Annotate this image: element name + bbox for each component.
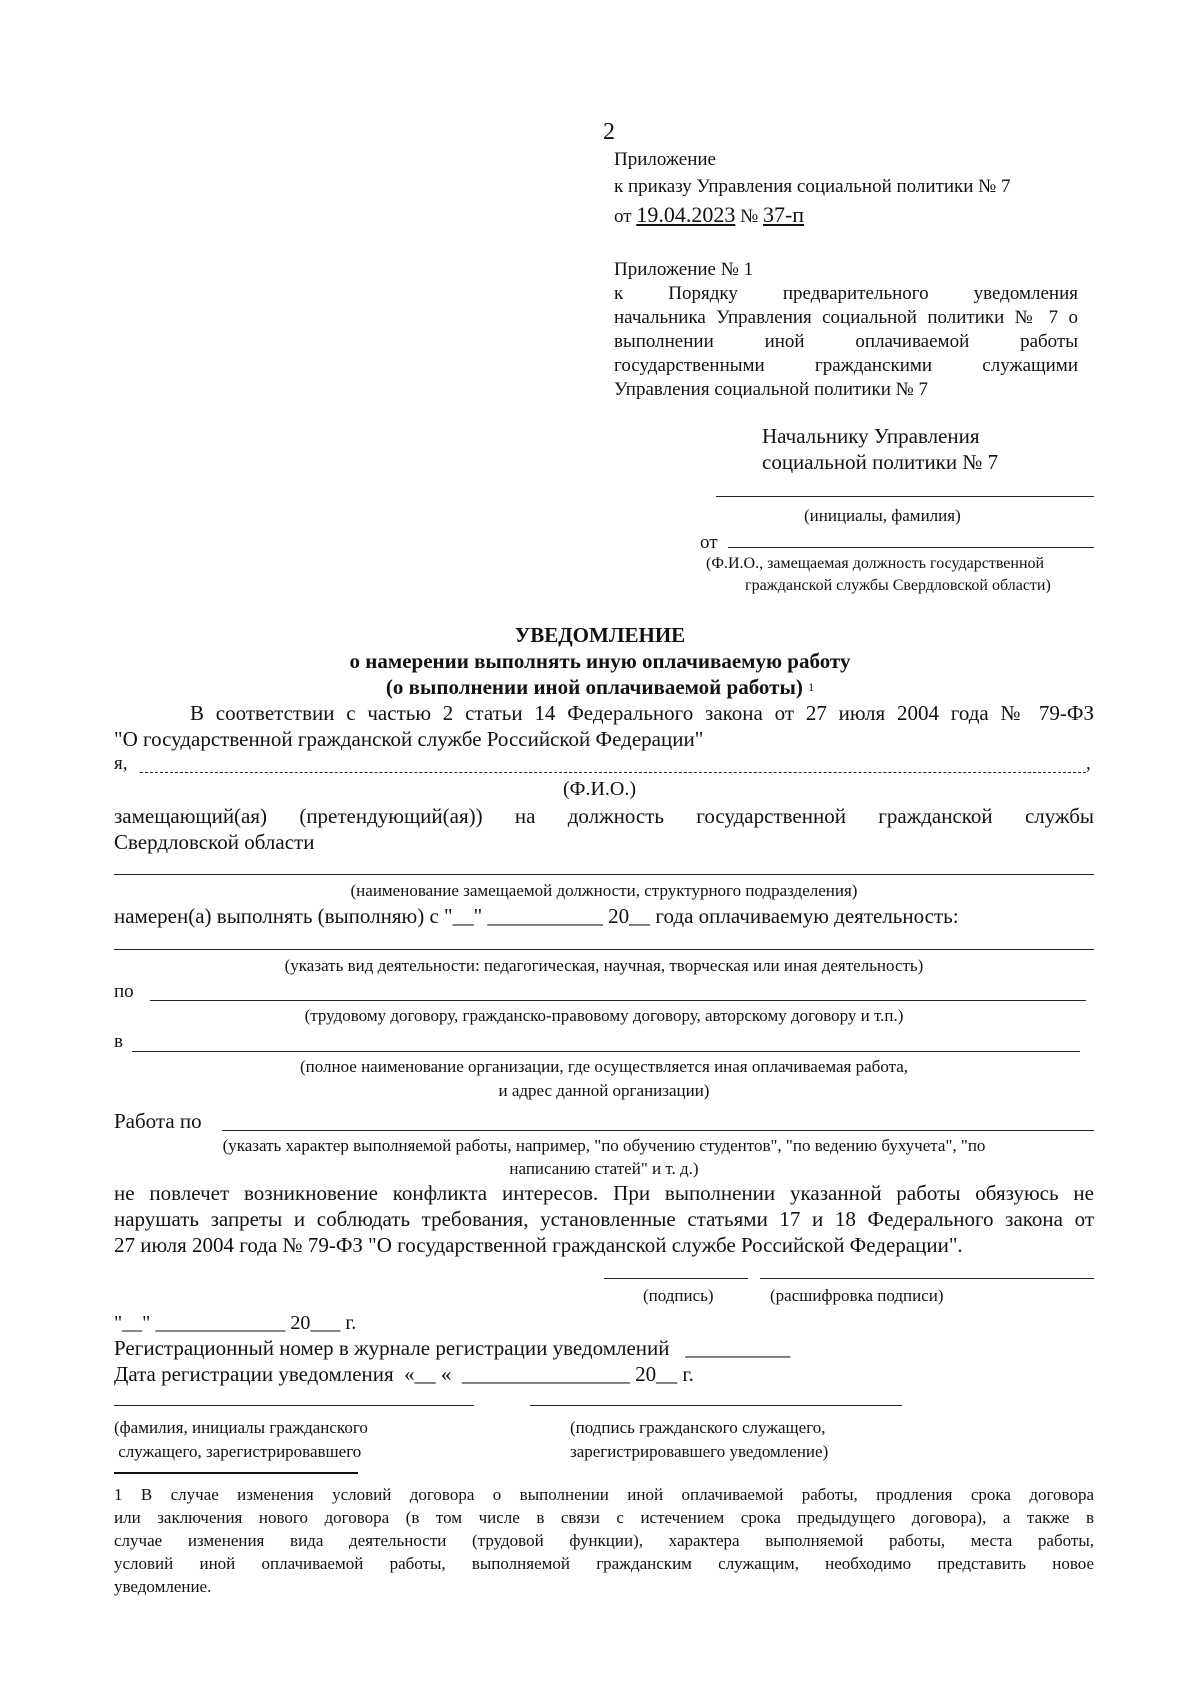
signature-caption: (подпись) — [643, 1286, 714, 1305]
right-caption: (подпись гражданского служащего, — [570, 1418, 826, 1437]
footnote-line: или заключения нового договора (в том числе в связи с истечением срока предыдущего договора), а также в — [114, 1508, 1094, 1527]
order-date: 19.04.2023 — [636, 202, 736, 227]
reg-number-line: Регистрационный номер в журнале регистрации уведомлений __________ — [114, 1336, 791, 1360]
reg-date-line: Дата регистрации уведомления «__ « ________________ 20__ г. — [114, 1362, 694, 1386]
work-field[interactable] — [222, 1130, 1094, 1131]
org-caption: (полное наименование организации, где осуществляется иная оплачиваемая работа, — [299, 1057, 909, 1076]
footnote-separator — [114, 1472, 358, 1474]
document-subtitle — [0, 674, 1200, 700]
work-label: Работа по — [114, 1109, 202, 1133]
conclusion-line: 27 июля 2004 года № 79-ФЗ "О государственной гражданской службе Российской Федерации". — [114, 1233, 963, 1257]
from-label: от — [614, 206, 632, 227]
left-caption: служащего, зарегистрировавшего — [114, 1442, 362, 1461]
appendix1-line: Управления социальной политики № 7 — [614, 379, 929, 400]
footnote-mark: 1 — [808, 680, 815, 694]
order-number: 37-п — [762, 202, 805, 227]
position-line: замещающий(ая) (претендующий(ая)) на должность государственной гражданской службы — [114, 804, 1094, 828]
page-number: 2 — [603, 119, 615, 145]
date-line: "__" _____________ 20___ г. — [114, 1312, 357, 1334]
work-caption: написанию статей" и т. д.) — [509, 1159, 699, 1178]
left-caption: (фамилия, инициалы гражданского — [114, 1418, 368, 1437]
subtitle-text: (о выполнении иной оплачиваемой работы) — [385, 675, 803, 699]
footnote-line: 1 В случае изменения условий договора о выполнении иной оплачиваемой работы, продления срока договора — [114, 1485, 1094, 1504]
signature-field[interactable] — [604, 1278, 748, 1279]
signature-decode-field[interactable] — [760, 1278, 1094, 1279]
appendix1-line: к Порядку предварительного уведомления — [614, 283, 1078, 304]
conclusion-line: нарушать запреты и соблюдать требования, установленные статьями 17 и 18 Федерального закона от — [114, 1207, 1094, 1231]
fio-field[interactable] — [140, 772, 1086, 773]
document-title: УВЕДОМЛЕНИЕ — [514, 623, 686, 647]
intend-line: намерен(а) выполнять (выполняю) с "__" ___________ 20__ года оплачиваемую деятельность: — [114, 904, 959, 928]
i-comma: , — [1086, 753, 1091, 774]
signature-decode-caption: (расшифровка подписи) — [770, 1286, 944, 1305]
addressee-line: Начальнику Управления — [762, 424, 980, 448]
footnote-line: уведомление. — [114, 1577, 212, 1596]
registrar-name-field[interactable] — [114, 1405, 474, 1406]
appendix1-title: Приложение № 1 — [614, 259, 754, 280]
contract-caption: (трудовому договору, гражданско-правовому договору, авторскому договору и т.п.) — [304, 1006, 904, 1025]
activity-field[interactable] — [114, 949, 1094, 950]
footnote-line: условий иной оплачиваемой работы, выполняемой гражданским служащим, необходимо представить новое — [114, 1554, 1094, 1573]
position-line: Свердловской области — [114, 830, 315, 854]
initials-caption: (инициалы, фамилия) — [804, 506, 961, 525]
document-subtitle: о намерении выполнять иную оплачиваемую работу — [349, 649, 851, 673]
initials-field[interactable] — [716, 496, 1094, 497]
from-field[interactable] — [728, 547, 1094, 548]
from-caption: гражданской службы Свердловской области) — [745, 577, 1051, 594]
appendix1-line: выполнении иной оплачиваемой работы — [614, 331, 1078, 352]
appendix-order-line: к приказу Управления социальной политики № 7 — [614, 176, 1011, 197]
appendix1-line: начальника Управления социальной политики № 7 о — [614, 307, 1078, 328]
from-label: от — [700, 532, 718, 553]
position-field[interactable] — [114, 874, 1094, 875]
intro-line: "О государственной гражданской службе Российской Федерации" — [114, 727, 704, 751]
in-label: в — [114, 1031, 123, 1052]
contract-field[interactable] — [150, 1000, 1086, 1001]
org-field[interactable] — [132, 1051, 1080, 1052]
appendix-title: Приложение — [614, 149, 716, 170]
conclusion-line: не повлечет возникновение конфликта интересов. При выполнении указанной работы обязуюсь не — [114, 1181, 1094, 1205]
right-caption: зарегистрировавшего уведомление) — [570, 1442, 829, 1461]
footnote-line: случае изменения вида деятельности (трудовой функции), характера выполняемой работы, места работы, — [114, 1531, 1094, 1550]
activity-caption: (указать вид деятельности: педагогическая, научная, творческая или иная деятельность) — [284, 956, 924, 975]
appendix1-line: государственными гражданскими служащими — [614, 355, 1078, 376]
position-caption: (наименование замещаемой должности, структурного подразделения) — [350, 881, 858, 900]
order-date-line — [614, 203, 804, 228]
addressee-line: социальной политики № 7 — [762, 450, 999, 474]
intro-line: В соответствии с частью 2 статьи 14 Федерального закона от 27 июля 2004 года № 79-ФЗ — [190, 701, 1094, 725]
by-label: по — [114, 981, 134, 1002]
i-label: я, — [114, 753, 128, 774]
org-caption: и адрес данной организации) — [498, 1081, 710, 1100]
registrar-signature-field[interactable] — [530, 1405, 902, 1406]
fio-caption: (Ф.И.О.) — [563, 778, 637, 800]
work-caption: (указать характер выполняемой работы, например, "по обучению студентов", "по ведению бухучета", "по — [222, 1136, 986, 1155]
from-caption: (Ф.И.О., замещаемая должность государственной — [706, 555, 1045, 572]
number-label: № — [740, 206, 759, 227]
